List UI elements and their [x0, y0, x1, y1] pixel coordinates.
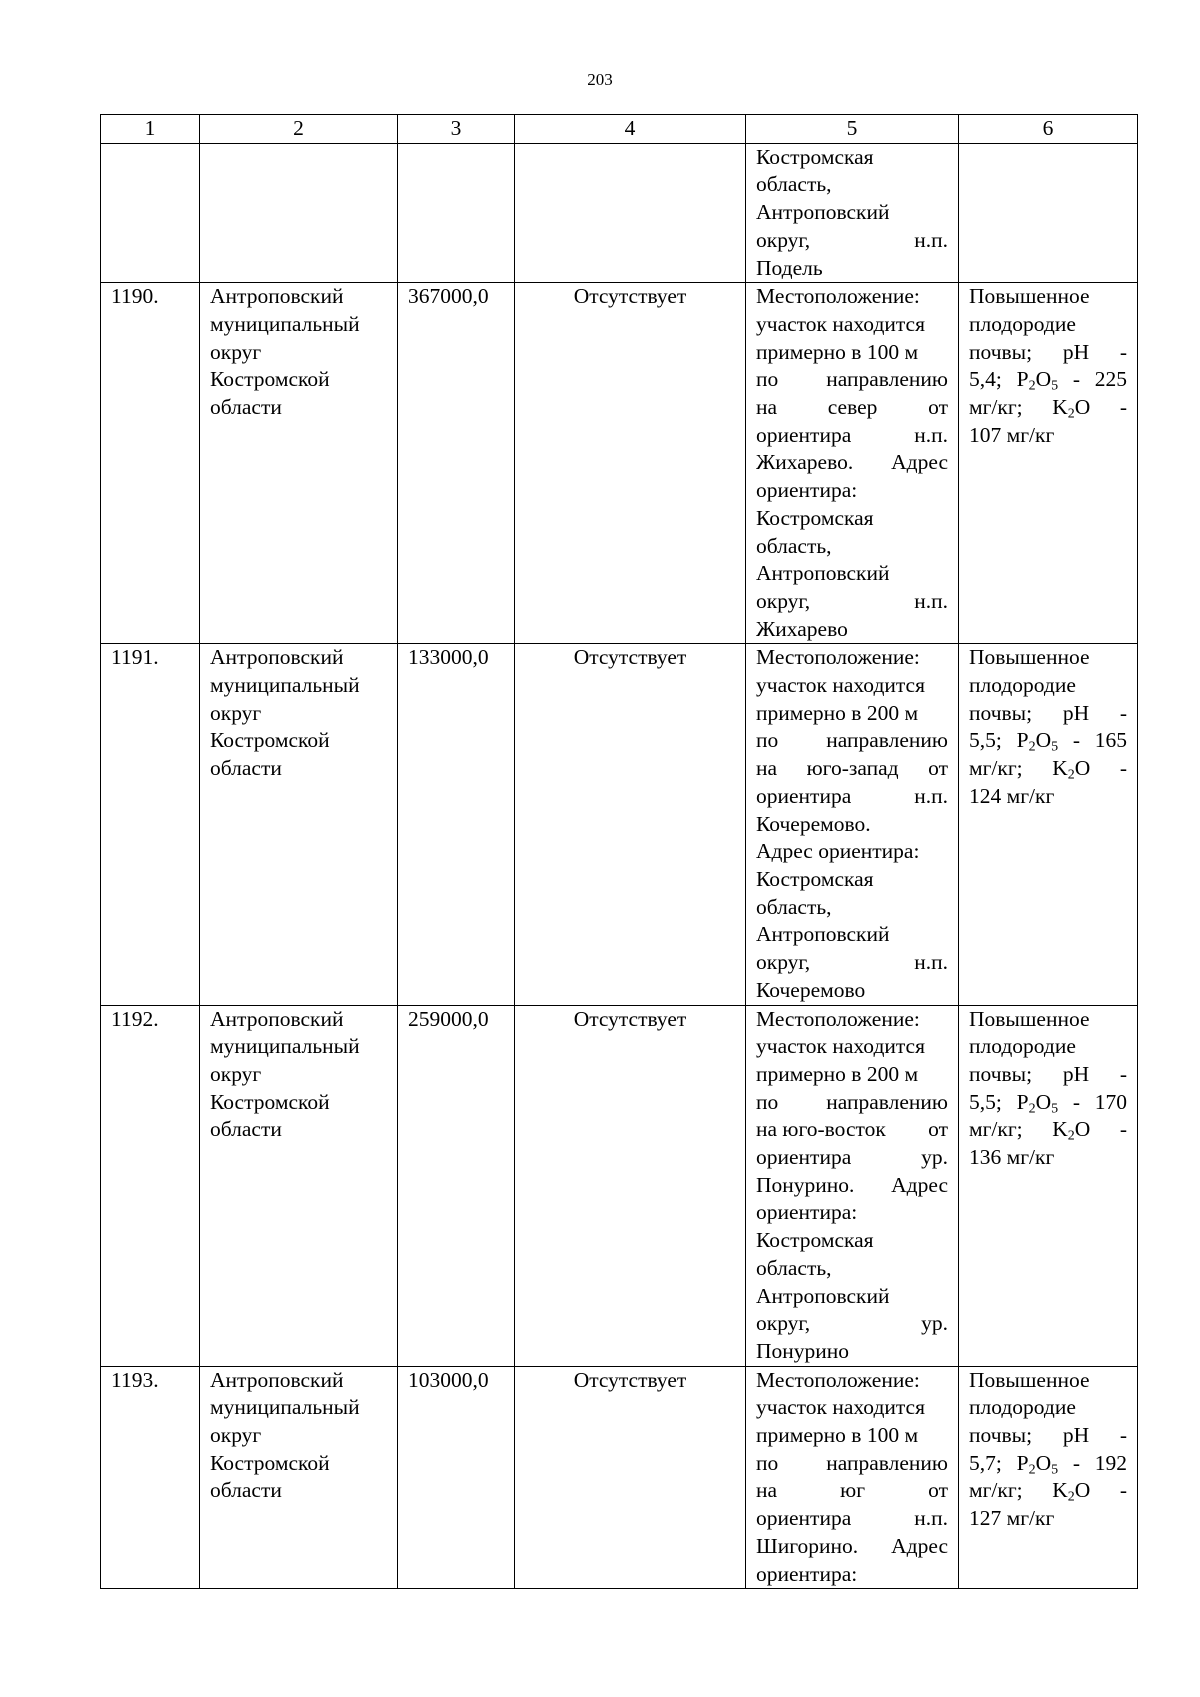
location-cell: [746, 143, 959, 283]
text: почвы;: [969, 1061, 1033, 1086]
word: н.п.: [914, 227, 948, 252]
location-line: область,: [756, 172, 832, 197]
fertility-line: Повышенное: [969, 284, 1090, 309]
cell-empty: [200, 143, 398, 283]
word: н.п.: [914, 588, 948, 613]
word: н.п.: [914, 783, 948, 808]
word: Адрес: [891, 450, 948, 475]
p2o5-value: 170: [1094, 1089, 1127, 1114]
word: от: [928, 1478, 948, 1503]
p2o5-formula: $P_2O_5$: [1016, 1089, 1059, 1117]
ph-label: pH: [1062, 1423, 1090, 1448]
location-line: [756, 1533, 948, 1561]
word: округ,: [756, 1311, 811, 1336]
p2o5-line: [969, 1089, 1127, 1117]
encumbrance-cell: Отсутствует: [515, 1005, 746, 1366]
location-line: Костромская: [756, 505, 874, 530]
municipality-line: муниципальный: [210, 311, 360, 336]
k2o-value: 136 мг/кг: [969, 1145, 1055, 1170]
location-cell: [746, 1005, 959, 1366]
area-cell: 133000,0: [398, 644, 515, 1005]
location-line: участок находится: [756, 673, 925, 698]
area-cell: 259000,0: [398, 1005, 515, 1366]
ph-value: 5,4;: [969, 367, 1002, 392]
text: почвы;: [969, 1423, 1033, 1448]
encumbrance-cell: Отсутствует: [515, 644, 746, 1005]
word: на юго-восток: [756, 1117, 886, 1142]
location-line: ориентира:: [756, 1200, 858, 1225]
page-number: 203: [587, 70, 613, 89]
location-line: участок находится: [756, 311, 925, 336]
location-cell: [746, 1366, 959, 1589]
word: по: [756, 367, 779, 392]
location-line: [756, 1172, 948, 1200]
word: ориентира: [756, 1145, 852, 1170]
header-row: [101, 115, 1138, 144]
location-line: Адрес ориентира:: [756, 839, 920, 864]
municipality-line: области: [210, 1117, 282, 1142]
p2o5-line: [969, 366, 1127, 394]
location-line: [756, 422, 948, 450]
dash: -: [1119, 339, 1127, 364]
location-line: область,: [756, 1255, 832, 1280]
location-line: Антроповский: [756, 200, 890, 225]
dash: -: [1119, 1478, 1127, 1503]
p2o5-value: 225: [1094, 367, 1127, 392]
ph-label: pH: [1062, 339, 1090, 364]
location-line: [756, 394, 948, 422]
dash: -: [1072, 1450, 1080, 1475]
dash: -: [1119, 756, 1127, 781]
location-line: Антроповский: [756, 1283, 890, 1308]
municipality-line: области: [210, 756, 282, 781]
word: от: [928, 1117, 948, 1142]
table-row: [101, 1366, 1138, 1589]
word: по: [756, 1089, 779, 1114]
land-plots-table: [100, 114, 1138, 1589]
location-line: Антроповский: [756, 922, 890, 947]
location-line: [756, 1477, 948, 1505]
fertility-line: Повышенное: [969, 1006, 1090, 1031]
k2o-formula: $K_2O$: [1052, 1117, 1091, 1144]
k2o-line: [969, 755, 1127, 783]
unit: мг/кг;: [969, 1117, 1023, 1142]
location-line: примерно в 200 м: [756, 1061, 919, 1086]
ph-line: [969, 1061, 1127, 1089]
fertility-line: плодородие: [969, 673, 1076, 698]
k2o-line: [969, 1477, 1127, 1505]
column-header: 3: [398, 115, 515, 144]
word: Адрес: [891, 1533, 948, 1558]
dash: -: [1119, 1117, 1127, 1142]
word: ур.: [921, 1145, 948, 1170]
cell-empty: [101, 143, 200, 283]
text: почвы;: [969, 700, 1033, 725]
fertility-line: плодородие: [969, 311, 1076, 336]
location-line: Костромская: [756, 144, 874, 169]
area-cell: 367000,0: [398, 283, 515, 644]
word: от: [928, 395, 948, 420]
location-line: [756, 1450, 948, 1478]
location-line: [756, 949, 948, 977]
location-line: [756, 366, 948, 394]
location-cell: [746, 283, 959, 644]
word: север: [827, 395, 878, 420]
dash: -: [1072, 1089, 1080, 1114]
location-line: Кочеремово: [756, 977, 866, 1002]
word: направлению: [826, 1089, 948, 1114]
location-line: участок находится: [756, 1034, 925, 1059]
dash: -: [1119, 395, 1127, 420]
location-line: область,: [756, 894, 832, 919]
location-line: Местоположение:: [756, 284, 920, 309]
location-line: Костромская: [756, 1228, 874, 1253]
ph-line: [969, 700, 1127, 728]
ph-label: pH: [1062, 1061, 1090, 1086]
location-line: [756, 783, 948, 811]
word: ориентира: [756, 1506, 852, 1531]
word: н.п.: [914, 1506, 948, 1531]
unit: мг/кг;: [969, 1478, 1023, 1503]
location-line: [756, 227, 948, 255]
k2o-value: 124 мг/кг: [969, 783, 1055, 808]
municipality-cell: [200, 644, 398, 1005]
table-row: [101, 644, 1138, 1005]
dash: -: [1072, 367, 1080, 392]
location-line: Костромская: [756, 866, 874, 891]
location-line: Местоположение:: [756, 1006, 920, 1031]
k2o-value: 107 мг/кг: [969, 422, 1055, 447]
location-cell: [746, 644, 959, 1005]
word: ур.: [921, 1311, 948, 1336]
municipality-line: Костромской: [210, 367, 330, 392]
word: ориентира: [756, 422, 852, 447]
word: по: [756, 1450, 779, 1475]
municipality-line: Антроповский: [210, 645, 344, 670]
municipality-cell: [200, 1366, 398, 1589]
location-line: ориентира:: [756, 478, 858, 503]
municipality-line: Костромской: [210, 1450, 330, 1475]
text: почвы;: [969, 339, 1033, 364]
dash: -: [1072, 728, 1080, 753]
municipality-line: Костромской: [210, 728, 330, 753]
location-line: ориентира:: [756, 1561, 858, 1586]
location-line: [756, 588, 948, 616]
ph-value: 5,5;: [969, 1089, 1002, 1114]
word: Понурино.: [756, 1172, 855, 1197]
p2o5-formula: $P_2O_5$: [1016, 728, 1059, 755]
fertility-cell: [959, 1366, 1138, 1589]
municipality-line: Антроповский: [210, 1367, 344, 1392]
location-line: [756, 1116, 948, 1144]
location-line: [756, 1089, 948, 1117]
table-row: [101, 283, 1138, 644]
location-line: Жихарево: [756, 616, 848, 641]
location-line: участок находится: [756, 1395, 925, 1420]
word: на: [756, 395, 778, 420]
word: округ,: [756, 950, 811, 975]
location-line: примерно в 100 м: [756, 1423, 919, 1448]
encumbrance-cell: Отсутствует: [515, 283, 746, 644]
municipality-line: округ: [210, 339, 262, 364]
area-cell: 103000,0: [398, 1366, 515, 1589]
k2o-formula: $K_2O$: [1052, 395, 1091, 422]
word: Жихарево.: [756, 450, 854, 475]
p2o5-value: 192: [1094, 1450, 1127, 1475]
location-line: область,: [756, 533, 832, 558]
location-line: [756, 1505, 948, 1533]
ph-value: 5,7;: [969, 1450, 1002, 1475]
location-line: Местоположение:: [756, 645, 920, 670]
municipality-line: Антроповский: [210, 1006, 344, 1031]
row-number: 1192.: [101, 1005, 200, 1366]
word: н.п.: [914, 422, 948, 447]
continuation-row: [101, 143, 1138, 283]
p2o5-value: 165: [1094, 728, 1127, 753]
location-line: [756, 1310, 948, 1338]
p2o5-formula: $P_2O_5$: [1016, 367, 1059, 394]
location-line: Местоположение:: [756, 1367, 920, 1392]
fertility-cell: [959, 283, 1138, 644]
ph-label: pH: [1062, 700, 1090, 725]
fertility-cell: [959, 1005, 1138, 1366]
municipality-line: Антроповский: [210, 284, 344, 309]
word: округ,: [756, 227, 811, 252]
k2o-line: [969, 394, 1127, 422]
location-line: Понурино: [756, 1338, 850, 1363]
ph-line: [969, 339, 1127, 367]
municipality-cell: [200, 283, 398, 644]
row-number: 1190.: [101, 283, 200, 644]
location-line: [756, 727, 948, 755]
municipality-line: области: [210, 1478, 282, 1503]
municipality-line: области: [210, 395, 282, 420]
word: ориентира: [756, 783, 852, 808]
k2o-value: 127 мг/кг: [969, 1506, 1055, 1531]
unit: мг/кг;: [969, 756, 1023, 781]
k2o-line: [969, 1116, 1127, 1144]
word: юго-запад: [806, 756, 899, 781]
word: н.п.: [914, 950, 948, 975]
word: по: [756, 728, 779, 753]
column-header: 4: [515, 115, 746, 144]
word: юг: [840, 1478, 866, 1503]
municipality-line: округ: [210, 700, 262, 725]
p2o5-formula: $P_2O_5$: [1016, 1450, 1059, 1478]
unit: мг/кг;: [969, 395, 1023, 420]
location-line: [756, 449, 948, 477]
location-line: Кочеремово.: [756, 811, 871, 836]
encumbrance-cell: Отсутствует: [515, 1366, 746, 1589]
ph-value: 5,5;: [969, 728, 1002, 753]
word: от: [928, 756, 948, 781]
row-number: 1191.: [101, 644, 200, 1005]
ph-line: [969, 1422, 1127, 1450]
municipality-line: муниципальный: [210, 673, 360, 698]
fertility-cell: [959, 644, 1138, 1005]
location-line: [756, 755, 948, 783]
word: на: [756, 756, 778, 781]
dash: -: [1119, 1061, 1127, 1086]
dash: -: [1119, 1423, 1127, 1448]
word: Шигорино.: [756, 1533, 859, 1558]
fertility-line: Повышенное: [969, 645, 1090, 670]
column-header: 2: [200, 115, 398, 144]
municipality-line: муниципальный: [210, 1395, 360, 1420]
k2o-formula: $K_2O$: [1052, 1478, 1091, 1505]
location-line: примерно в 200 м: [756, 700, 919, 725]
word: направлению: [826, 1450, 948, 1475]
location-line: примерно в 100 м: [756, 339, 919, 364]
cell-empty: [515, 143, 746, 283]
fertility-line: плодородие: [969, 1395, 1076, 1420]
dash: -: [1119, 700, 1127, 725]
table-row: [101, 1005, 1138, 1366]
location-line: Подель: [756, 255, 823, 280]
municipality-line: Костромской: [210, 1089, 330, 1114]
municipality-cell: [200, 1005, 398, 1366]
fertility-line: Повышенное: [969, 1367, 1090, 1392]
p2o5-line: [969, 1450, 1127, 1478]
location-line: [756, 1144, 948, 1172]
fertility-line: плодородие: [969, 1034, 1076, 1059]
cell-empty: [398, 143, 515, 283]
column-header: 6: [959, 115, 1138, 144]
word: Адрес: [891, 1172, 948, 1197]
word: округ,: [756, 588, 811, 613]
word: направлению: [826, 367, 948, 392]
row-number: 1193.: [101, 1366, 200, 1589]
column-header: 5: [746, 115, 959, 144]
k2o-formula: $K_2O$: [1052, 756, 1091, 783]
municipality-line: округ: [210, 1423, 262, 1448]
municipality-line: округ: [210, 1061, 262, 1086]
table-body: [101, 115, 1138, 1589]
cell-empty: [959, 143, 1138, 283]
municipality-line: муниципальный: [210, 1034, 360, 1059]
p2o5-line: [969, 727, 1127, 755]
location-line: Антроповский: [756, 561, 890, 586]
word: на: [756, 1478, 778, 1503]
word: направлению: [826, 728, 948, 753]
column-header: 1: [101, 115, 200, 144]
